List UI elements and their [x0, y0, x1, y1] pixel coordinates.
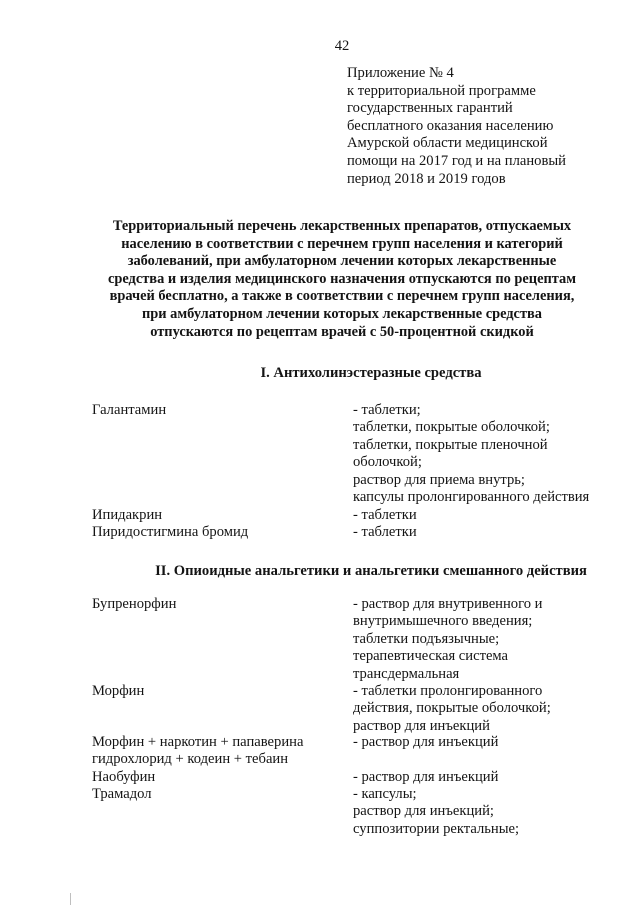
drug-name-line: Трамадол	[92, 786, 152, 802]
title-line: средства и изделия медицинского назначения отпускаются по рецептам	[107, 270, 577, 287]
drug-form-line: - раствор для инъекций	[353, 734, 499, 750]
appendix-line: помощи на 2017 год и на плановый	[347, 152, 566, 169]
drug-forms-morphine-combination	[353, 734, 498, 751]
drug-name-buprenorphine	[92, 596, 176, 613]
drug-form-line: терапевтическая система	[353, 648, 509, 665]
appendix-line: государственных гарантий	[347, 100, 513, 117]
drug-form-line: капсулы пролонгированного действия	[353, 489, 590, 506]
drug-forms-buprenorphine	[353, 596, 542, 683]
title-line: врачей бесплатно, а также в соответствии с перечнем групп населения,	[109, 288, 575, 305]
drug-form-line: - раствор для внутривенного и	[353, 596, 543, 612]
drug-form-line: раствор для инъекций;	[353, 803, 494, 820]
drug-form-line: действия, покрытые оболочкой;	[353, 700, 551, 717]
drug-forms-nalbuphine	[353, 769, 498, 786]
drug-forms-pyridostigmine	[353, 524, 417, 541]
drug-name-line: Наобуфин	[92, 769, 156, 785]
title-line: населению в соответствии с перечнем групп населения и категорий	[121, 235, 563, 252]
title-line: отпускаются по рецептам врачей с 50-процентной скидкой	[150, 323, 534, 340]
drug-form-line: таблетки, покрытые оболочкой;	[353, 419, 550, 436]
title-line: Территориальный перечень лекарственных препаратов, отпускаемых	[112, 218, 572, 234]
scan-edge-line	[70, 893, 71, 905]
drug-name-line: Бупренорфин	[92, 596, 177, 612]
drug-form-line: - таблетки;	[353, 402, 421, 418]
drug-forms-ipidacrine	[353, 507, 417, 524]
drug-form-line: таблетки подъязычные;	[353, 630, 500, 647]
drug-name-line: гидрохлорид + кодеин + тебаин	[92, 751, 289, 768]
drug-form-line: - таблетки	[353, 507, 417, 523]
drug-name-line: Ипидакрин	[92, 507, 163, 523]
drug-name-ipidacrine	[92, 507, 162, 524]
drug-form-line: - капсулы;	[353, 786, 417, 802]
appendix-reference	[347, 65, 566, 188]
drug-name-line: Морфин	[92, 683, 145, 699]
drug-name-line: Морфин + наркотин + папаверина	[92, 734, 304, 750]
appendix-line: бесплатного оказания населению	[347, 117, 554, 134]
drug-form-line: трансдермальная	[353, 665, 460, 682]
drug-name-line: Галантамин	[92, 402, 167, 418]
drug-forms-galantamine	[353, 402, 589, 506]
drug-form-line: - раствор для инъекций	[353, 769, 499, 785]
section-heading-antocholinesterase: I. Антихолинэстеразные средства	[260, 365, 482, 381]
drug-name-tramadol	[92, 786, 152, 803]
drug-name-morphine-combination	[92, 734, 303, 769]
appendix-line: Приложение № 4	[347, 65, 454, 81]
page-number: 42	[334, 38, 350, 54]
drug-name-nalbuphine	[92, 769, 155, 786]
drug-form-line: оболочкой;	[353, 454, 422, 471]
drug-form-line: внутримышечного введения;	[353, 613, 533, 630]
drug-form-line: таблетки, покрытые пленочной	[353, 436, 548, 453]
drug-form-line: - таблетки	[353, 524, 417, 540]
section-heading-opioid-analgesics: II. Опиоидные анальгетики и анальгетики смешанного действия	[155, 563, 587, 579]
drug-form-line: раствор для приема внутрь;	[353, 471, 525, 488]
drug-name-pyridostigmine	[92, 524, 248, 541]
appendix-line: Амурской области медицинской	[347, 135, 548, 152]
drug-forms-morphine	[353, 683, 551, 735]
drug-form-line: - таблетки пролонгированного	[353, 683, 543, 699]
drug-name-galantamine	[92, 402, 166, 419]
title-line: при амбулаторном лечении которых лекарственные средства	[142, 305, 542, 322]
document-title	[0, 218, 640, 341]
drug-form-line: раствор для инъекций	[353, 717, 490, 734]
appendix-line: к территориальной программе	[347, 82, 536, 99]
title-line: заболеваний, при амбулаторном лечении которых лекарственные	[127, 253, 557, 270]
drug-name-line: Пиридостигмина бромид	[92, 524, 249, 540]
appendix-line: период 2018 и 2019 годов	[347, 170, 506, 187]
drug-name-morphine	[92, 683, 144, 700]
drug-form-line: суппозитории ректальные;	[353, 820, 520, 837]
drug-forms-tramadol	[353, 786, 519, 838]
